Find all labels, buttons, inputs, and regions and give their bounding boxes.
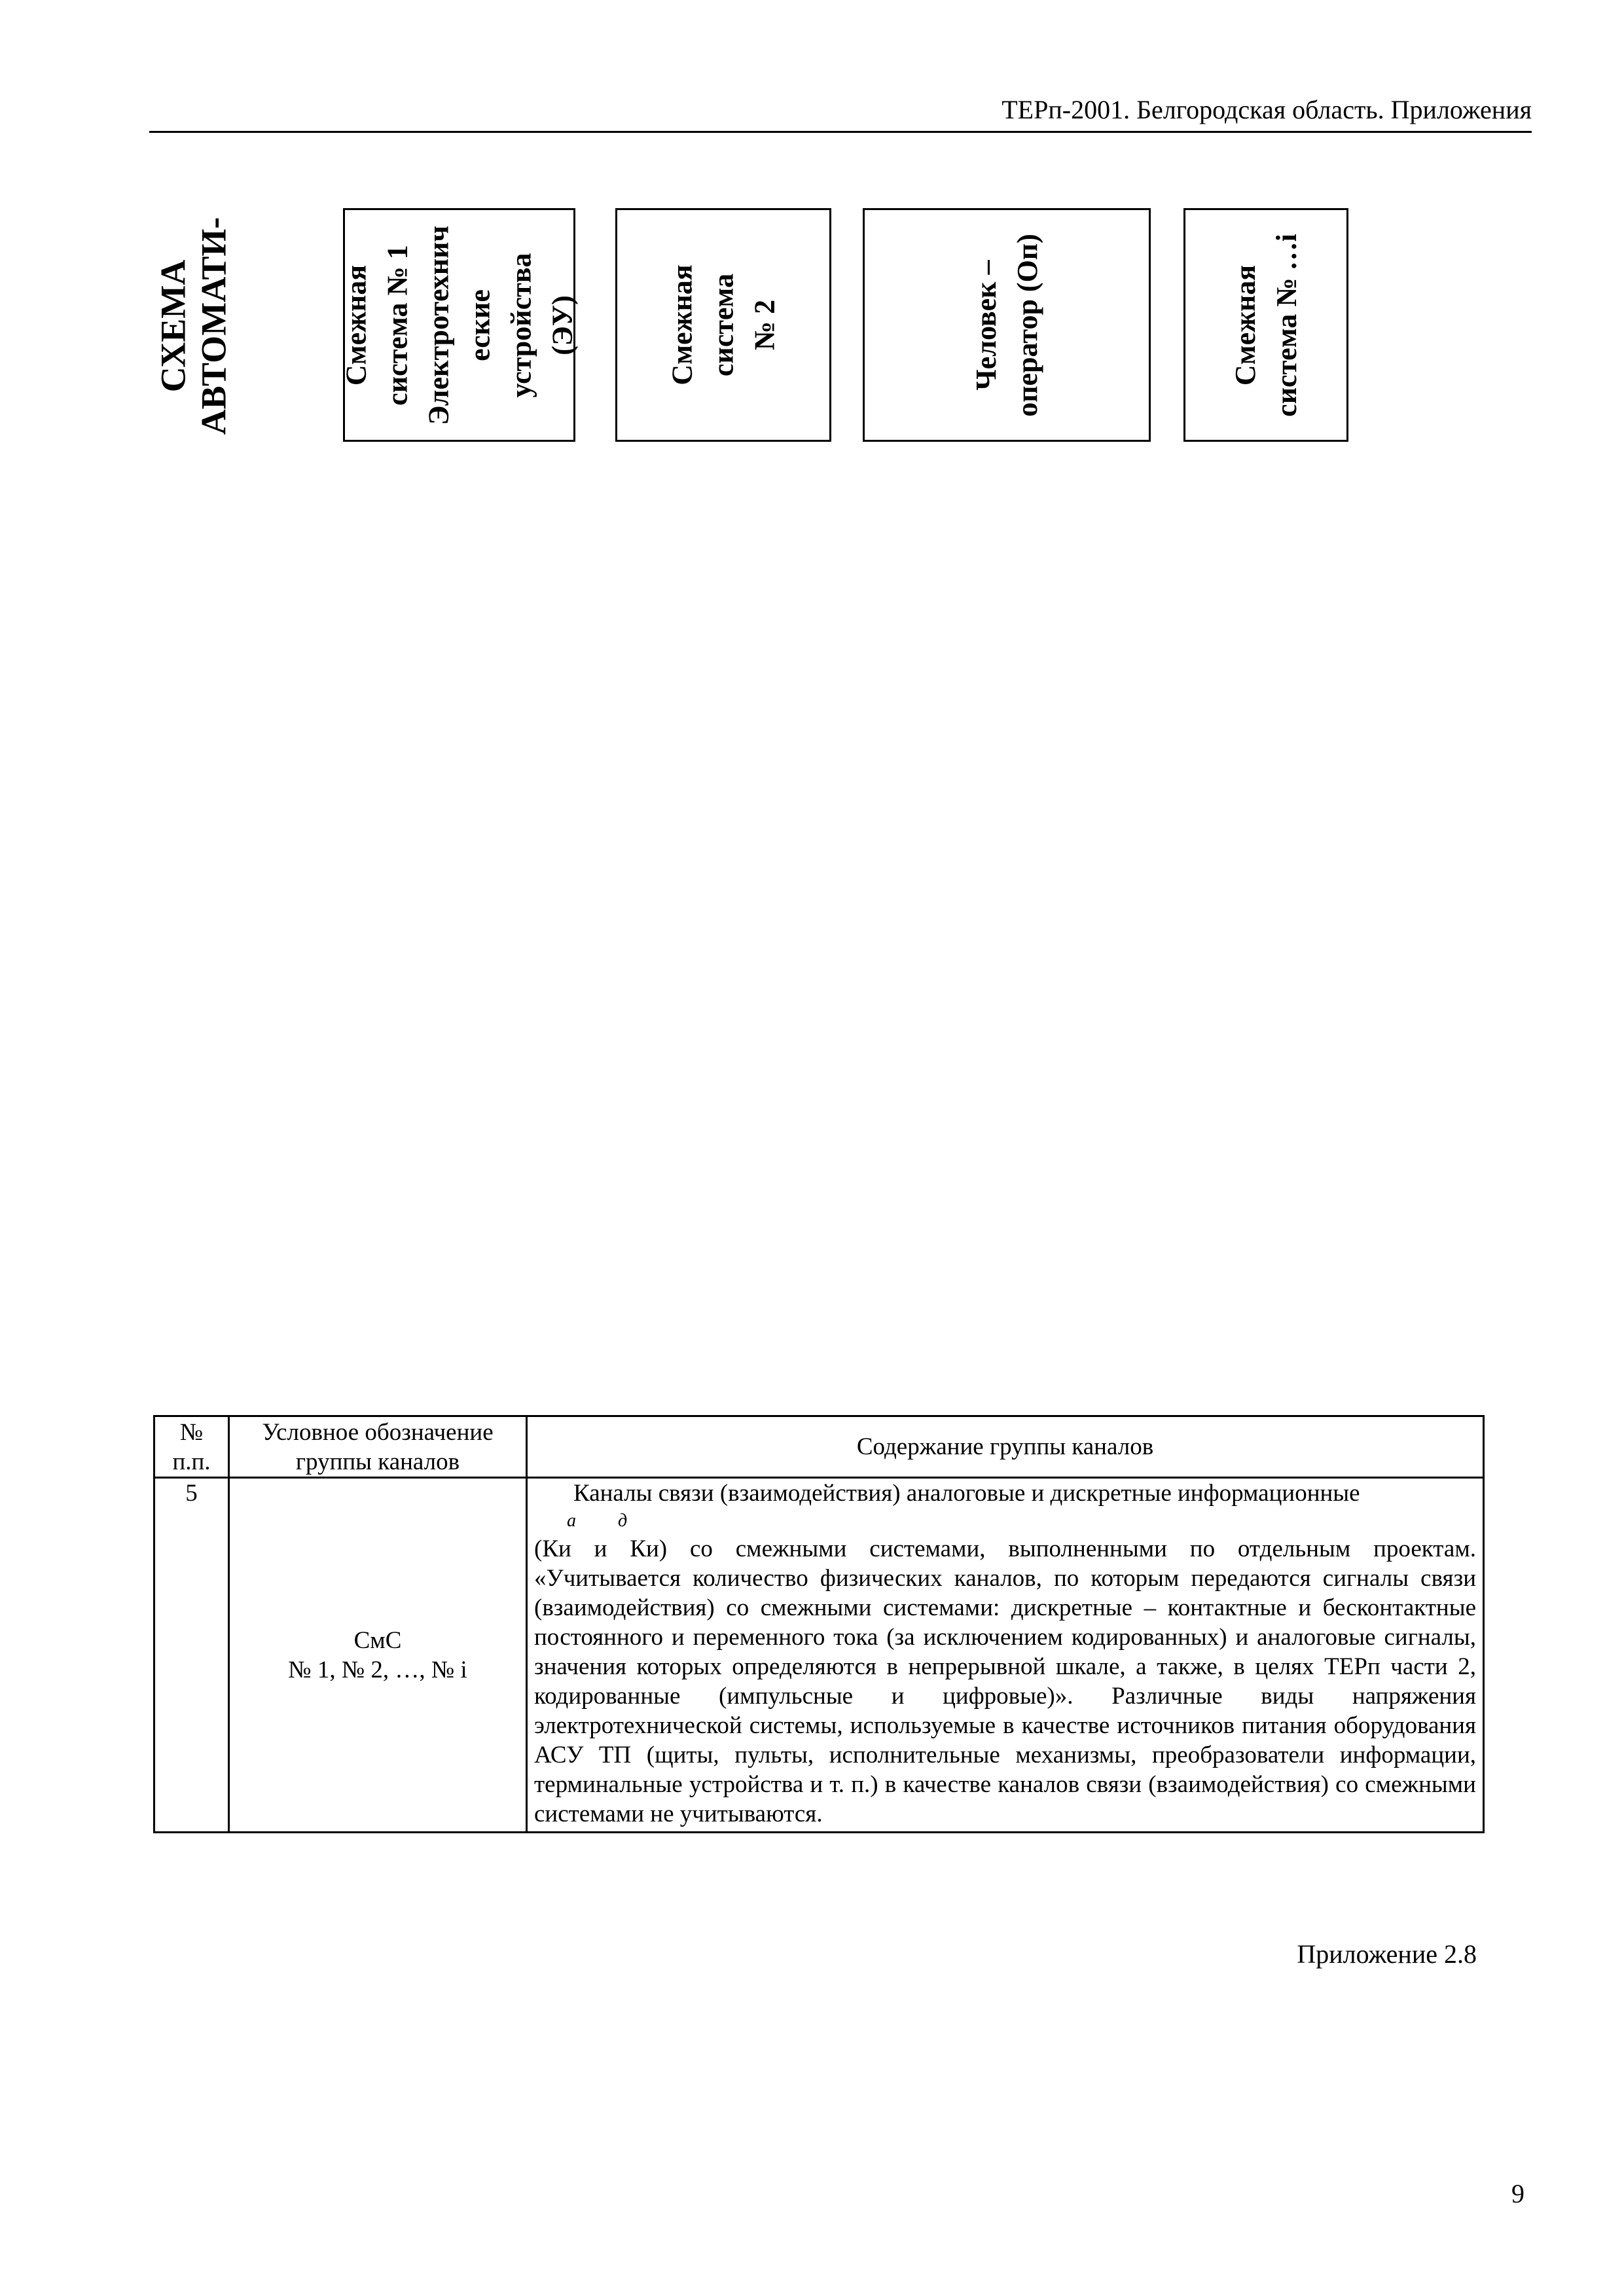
header-num-line: № — [179, 1418, 204, 1446]
diagram-box-operator — [863, 208, 1151, 442]
diagram-box-adjacent-system-1 — [340, 208, 579, 442]
row-symbol-line: СмС — [353, 1626, 402, 1654]
box-line: Смежная — [1229, 264, 1262, 386]
box-line: Смежная — [340, 264, 372, 386]
row-symbol-line: № 1, № 2, …, № i — [288, 1656, 467, 1683]
box-line: (ЭУ) — [546, 295, 579, 355]
page-header — [149, 92, 1532, 133]
box-line: устройства — [505, 252, 537, 398]
header-symbol-line: группы каналов — [295, 1448, 460, 1475]
superscript-d: д — [618, 1511, 628, 1531]
box-line: система № 1 — [381, 244, 414, 406]
diagram-title — [149, 208, 238, 444]
channel-groups-table — [153, 1415, 1485, 1833]
appendix-label: Приложение 2.8 — [1297, 1939, 1477, 1969]
superscript-a: а — [567, 1511, 576, 1531]
content-first-line: Каналы связи (взаимодействия) аналоговые и дискретные информационные — [573, 1480, 1360, 1507]
box-line: оператор (Оп) — [1011, 233, 1043, 417]
diagram-title-line: АВТОМАТИ- — [194, 217, 234, 435]
diagram-box-adjacent-system-i — [1183, 208, 1348, 442]
box-line: система — [707, 273, 740, 377]
content-superscripts — [534, 1508, 1476, 1534]
box-line: № 2 — [748, 299, 781, 351]
header-symbol-line: Условное обозначение — [262, 1418, 494, 1446]
box-line: система № …i — [1271, 233, 1303, 417]
header-title: ТЕРп-2001. Белгородская область. Приложения — [1001, 95, 1532, 124]
box-line: еские — [463, 289, 496, 361]
table-header-row — [154, 1416, 1484, 1478]
row-number: 5 — [154, 1478, 229, 1833]
row-content — [527, 1478, 1484, 1833]
page-number: 9 — [1511, 2179, 1525, 2208]
content-body: (Ки и Ки) со смежными системами, выполненными по отдельным проектам. «Учитывается количество физических каналов, по которым передаются сигналы связи (взаимодействия) со смежными системами: дискретные – контактные и бесконтактные постоянного и переменного тока (за исключением кодированных) и аналоговые сигналы, значения которых определяются в непрерывной шкале, а также, в целях ТЕРп части 2, кодированные (импульсные и цифровые)». Различные виды напряжения электротехнической системы, используемые в качестве источников питания оборудования АСУ ТП (щиты, пульты, исполнительные механизмы, преобразователи информации, терминальные устройства и т. п.) в качестве каналов связи (взаимодействия) со смежными системами не учитываются. — [534, 1535, 1476, 1827]
diagram-title-line: СХЕМА — [153, 259, 193, 393]
header-symbol — [229, 1416, 527, 1478]
box-line: Человек – — [969, 259, 1002, 391]
diagram-box-adjacent-system-2 — [615, 208, 831, 442]
box-line: Электротехнич — [422, 225, 455, 425]
header-num-line: п.п. — [172, 1448, 211, 1475]
header-num — [154, 1416, 229, 1478]
row-symbol — [229, 1478, 527, 1833]
box-line: Смежная — [666, 264, 698, 386]
header-content: Содержание группы каналов — [527, 1416, 1484, 1478]
table-row — [154, 1478, 1484, 1833]
